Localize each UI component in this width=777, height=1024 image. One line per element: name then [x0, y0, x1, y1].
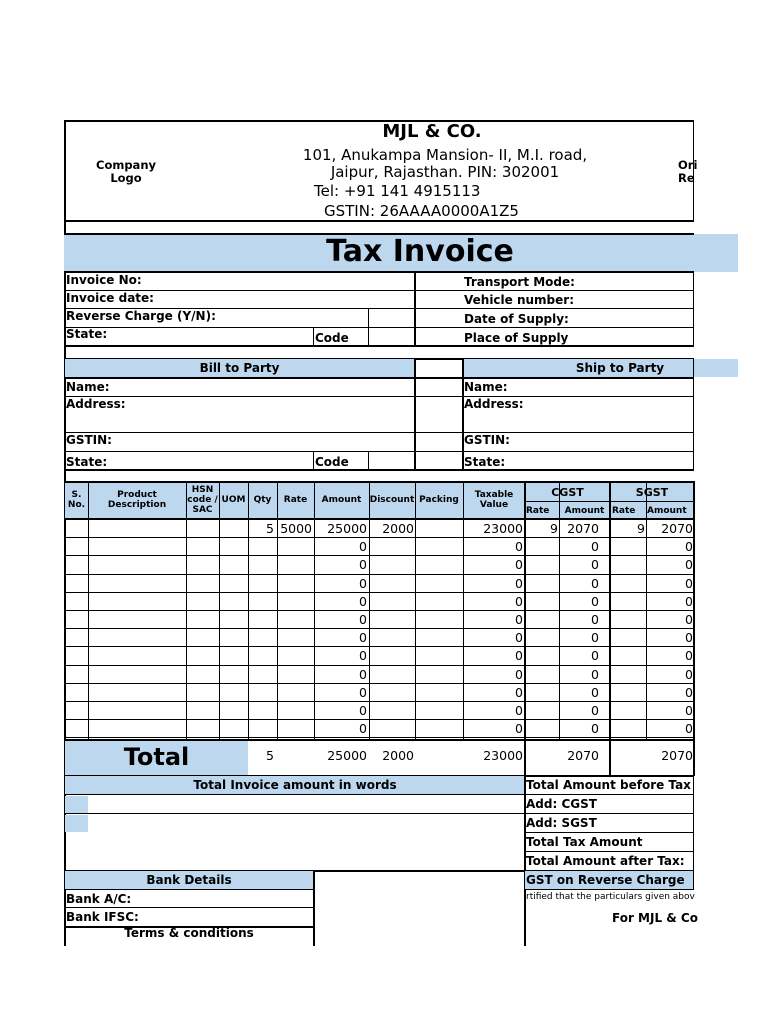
row1-cgst-amount: 2070: [567, 521, 599, 536]
cgst-rate-header: Rate: [526, 505, 550, 516]
reverse-charge-label: Reverse Charge (Y/N):: [66, 309, 216, 323]
sgst-amount-header: Amount: [647, 505, 687, 516]
table-cell-sgst: 0: [685, 703, 693, 718]
table-cell-amount: 0: [359, 703, 367, 718]
invoice-date-label: Invoice date:: [66, 291, 154, 305]
transport-mode-label: Transport Mode:: [464, 275, 575, 289]
rule: [368, 451, 369, 470]
table-cell-sgst: 0: [685, 684, 693, 700]
total-label: Total: [123, 743, 190, 771]
rule: [64, 813, 525, 814]
table-cell-taxable: 0: [515, 612, 523, 627]
rule: [64, 794, 525, 795]
title-bottom-border: [64, 271, 694, 273]
company-gstin: GSTIN: 26AAAA0000A1Z5: [324, 202, 519, 220]
certification-text: rtified that the particulars given abov: [526, 892, 695, 902]
company-logo-placeholder: [88, 159, 164, 185]
table-row-line: [64, 574, 694, 575]
table-row-line: [64, 683, 694, 684]
bill-state-label: State:: [66, 455, 108, 469]
total-qty: 5: [266, 748, 274, 763]
table-section-line: [693, 481, 695, 776]
table-column-line: [314, 481, 315, 740]
company-name: MJL & CO.: [382, 121, 482, 142]
bank-ifsc-label: Bank IFSC:: [66, 910, 139, 924]
table-column-line: [463, 481, 464, 740]
for-company-label: For MJL & Co: [612, 911, 698, 925]
table-column-line: [415, 481, 416, 740]
table-cell-cgst: 0: [591, 666, 599, 682]
table-section-line: [524, 481, 526, 776]
original-text-1: Ori: [678, 158, 698, 172]
sgst-header: SGST: [635, 486, 669, 499]
ship-state-label: State:: [464, 455, 506, 469]
table-cell-taxable: 0: [515, 593, 523, 609]
table-cell-cgst: 0: [591, 593, 599, 609]
bill-name-label: Name:: [66, 380, 110, 394]
table-column-line: [277, 481, 278, 740]
rule: [414, 272, 416, 346]
cgst-amount-header: Amount: [564, 505, 605, 516]
row1-qty: 5: [266, 521, 274, 536]
rule: [313, 327, 314, 346]
rule: [64, 290, 694, 291]
logo-text-1: Company: [96, 158, 156, 172]
rule: [525, 889, 694, 890]
col-desc-header: Product Description: [107, 490, 167, 510]
col-discount-header: Discount: [369, 495, 415, 505]
table-cell-amount: 0: [359, 539, 367, 555]
table-cell-amount: 0: [359, 593, 367, 609]
total-tax-label: Total Tax Amount: [526, 835, 643, 849]
table-section-line: [609, 481, 611, 776]
col-hsn-header: HSN code / SAC: [187, 485, 218, 515]
total-discount: 2000: [382, 748, 414, 763]
col-amount-header: Amount: [321, 495, 362, 505]
reverse-charge-summary-label: GST on Reverse Charge: [526, 873, 685, 887]
table-column-line: [369, 481, 370, 740]
table-column-line: [219, 481, 220, 740]
col-sno-header: S. No.: [67, 490, 86, 510]
date-of-supply-label: Date of Supply:: [464, 312, 569, 326]
rule: [64, 432, 694, 433]
rule: [64, 469, 694, 471]
rule: [64, 396, 694, 397]
words-heading: Total Invoice amount in words: [193, 778, 397, 792]
table-cell-cgst: 0: [591, 612, 599, 627]
rule: [64, 377, 694, 379]
table-row-line: [64, 719, 694, 720]
table-cell-sgst: 0: [685, 575, 693, 591]
rule: [525, 813, 694, 814]
bill-address-label: Address:: [66, 397, 126, 411]
table-row-line: [64, 701, 694, 702]
table-cell-cgst: 0: [591, 557, 599, 573]
table-cell-cgst: 0: [591, 648, 599, 664]
row1-rate: 5000: [280, 521, 312, 536]
total-cgst-amount: 2070: [567, 748, 599, 763]
sgst-rate-header: Rate: [612, 505, 636, 516]
row1-cgst-rate: 9: [550, 521, 558, 536]
rule: [64, 345, 694, 347]
table-cell-sgst: 0: [685, 612, 693, 627]
place-of-supply-label: Place of Supply: [464, 331, 569, 345]
table-cell-amount: 0: [359, 666, 367, 682]
table-cell-sgst: 0: [685, 721, 693, 737]
table-row-line: [64, 628, 694, 629]
rule: [368, 308, 369, 346]
table-cell-taxable: 0: [515, 630, 523, 646]
col-uom-header: UOM: [221, 495, 246, 505]
table-cell-cgst: 0: [591, 630, 599, 646]
add-sgst-label: Add: SGST: [526, 816, 597, 830]
words-marker-2: [65, 815, 88, 832]
table-cell-sgst: 0: [685, 539, 693, 555]
company-tel: Tel: +91 141 4915113: [314, 182, 481, 200]
original-copy-label: [678, 158, 698, 185]
col-qty-header: Qty: [253, 495, 272, 505]
rule: [64, 451, 694, 452]
rule: [414, 358, 416, 470]
company-address-line2: Jaipur, Rajasthan. PIN: 302001: [330, 163, 560, 181]
table-cell-taxable: 0: [515, 557, 523, 573]
table-cell-sgst: 0: [685, 630, 693, 646]
table-cell-cgst: 0: [591, 575, 599, 591]
ship-to-heading: Ship to Party: [575, 361, 665, 375]
ship-address-label: Address:: [464, 397, 524, 411]
rule: [462, 358, 464, 470]
col-packing-header: Packing: [419, 495, 459, 505]
table-row-line: [64, 555, 694, 556]
rule: [64, 889, 314, 890]
row1-amount: 25000: [327, 521, 367, 536]
table-column-line: [646, 481, 647, 740]
section-right-edge: [693, 358, 694, 470]
rule: [525, 851, 694, 852]
header-bottom-border: [64, 220, 694, 222]
ship-gstin-label: GSTIN:: [464, 433, 510, 447]
table-cell-cgst: 0: [591, 539, 599, 555]
bank-heading: Bank Details: [146, 873, 232, 887]
row1-discount: 2000: [382, 521, 414, 536]
total-sgst-amount: 2070: [661, 748, 693, 763]
add-cgst-label: Add: CGST: [526, 797, 597, 811]
vehicle-number-label: Vehicle number:: [464, 293, 575, 307]
table-cell-taxable: 0: [515, 684, 523, 700]
table-cell-cgst: 0: [591, 684, 599, 700]
table-cell-cgst: 0: [591, 703, 599, 718]
table-cell-taxable: 0: [515, 703, 523, 718]
before-tax-label: Total Amount before Tax: [526, 778, 691, 792]
rule: [313, 451, 314, 470]
section-right-edge: [693, 272, 694, 346]
logo-text-2: Logo: [110, 171, 142, 185]
terms-label: Terms & conditions: [124, 926, 254, 940]
bank-account-label: Bank A/C:: [66, 892, 132, 906]
rule: [64, 518, 694, 520]
table-cell-sgst: 0: [685, 648, 693, 664]
row1-taxable: 23000: [483, 521, 523, 536]
table-cell-amount: 0: [359, 684, 367, 700]
table-cell-sgst: 0: [685, 557, 693, 573]
table-row-line: [64, 646, 694, 647]
rule: [525, 832, 694, 833]
table-row-line: [64, 592, 694, 593]
rule: [693, 775, 694, 890]
rule: [64, 327, 694, 328]
table-cell-amount: 0: [359, 557, 367, 573]
bill-gstin-label: GSTIN:: [66, 433, 112, 447]
table-cell-amount: 0: [359, 721, 367, 737]
rule: [313, 870, 315, 946]
table-row-line: [64, 537, 694, 538]
table-cell-taxable: 0: [515, 721, 523, 737]
ship-name-label: Name:: [464, 380, 508, 394]
col-rate-header: Rate: [283, 495, 308, 505]
col-taxable-header: Taxable Value: [474, 490, 514, 510]
table-cell-amount: 0: [359, 575, 367, 591]
table-row-line: [64, 610, 694, 611]
total-amount: 25000: [327, 748, 367, 763]
table-cell-taxable: 0: [515, 539, 523, 555]
table-cell-taxable: 0: [515, 575, 523, 591]
table-cell-sgst: 0: [685, 593, 693, 609]
table-column-line: [559, 481, 560, 740]
code-label: Code: [315, 331, 349, 345]
total-taxable: 23000: [483, 748, 523, 763]
table-cell-amount: 0: [359, 630, 367, 646]
table-cell-amount: 0: [359, 648, 367, 664]
table-cell-amount: 0: [359, 612, 367, 627]
table-cell-sgst: 0: [685, 666, 693, 682]
section-right-edge: [693, 120, 694, 221]
rule: [525, 794, 694, 795]
table-column-line: [248, 481, 249, 740]
words-marker-1: [65, 796, 88, 813]
row1-sgst-rate: 9: [637, 521, 645, 536]
original-text-2: Re: [678, 171, 695, 185]
table-cell-taxable: 0: [515, 666, 523, 682]
row1-sgst-amount: 2070: [661, 521, 693, 536]
invoice-no-label: Invoice No:: [66, 273, 142, 287]
rule: [64, 907, 314, 908]
bill-code-label: Code: [315, 455, 349, 469]
bill-to-heading: Bill to Party: [199, 361, 280, 375]
state-label: State:: [66, 327, 108, 341]
table-row-line: [64, 665, 694, 666]
company-address-line1: 101, Anukampa Mansion- II, M.I. road,: [302, 146, 588, 164]
table-column-line: [186, 481, 187, 740]
after-tax-label: Total Amount after Tax:: [526, 854, 685, 868]
page-title: Tax Invoice: [326, 234, 514, 269]
table-cell-cgst: 0: [591, 721, 599, 737]
cgst-header: CGST: [551, 486, 584, 499]
table-cell-taxable: 0: [515, 648, 523, 664]
table-column-line: [88, 481, 89, 740]
